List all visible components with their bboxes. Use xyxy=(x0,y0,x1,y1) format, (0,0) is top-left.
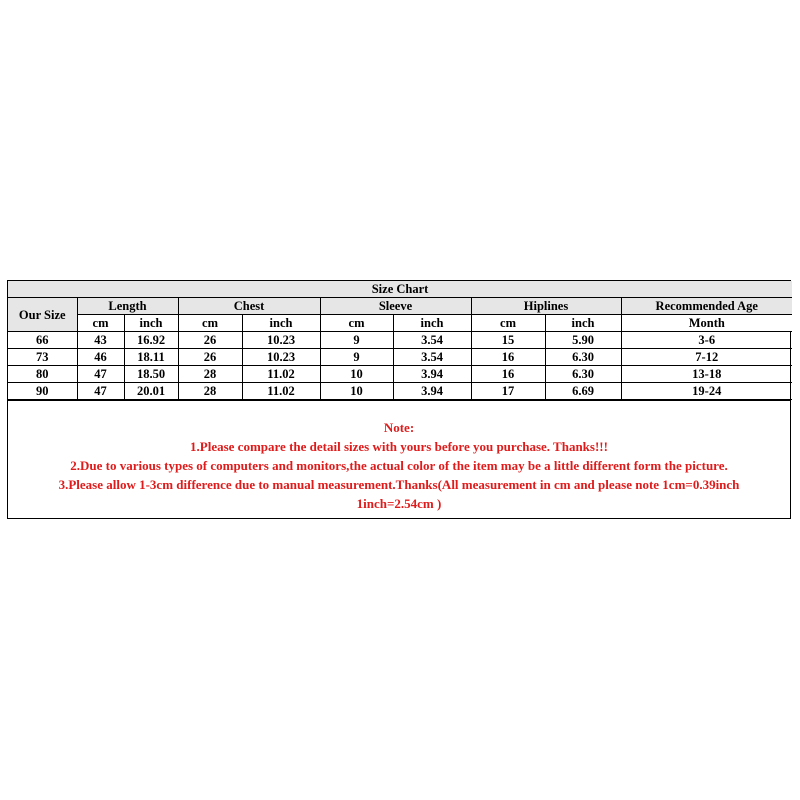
group-header-hiplines: Hiplines xyxy=(471,298,621,315)
table-cell: 6.30 xyxy=(545,349,621,366)
notes-box xyxy=(8,400,790,518)
unit-header: inch xyxy=(393,315,471,332)
table-cell: 9 xyxy=(320,332,393,349)
table-cell: 3.54 xyxy=(393,349,471,366)
title-row xyxy=(8,281,792,298)
table-cell: 26 xyxy=(178,349,242,366)
unit-header: inch xyxy=(545,315,621,332)
note-line-3-continued: 1inch=2.54cm ) xyxy=(356,496,442,511)
table-cell: 47 xyxy=(77,366,124,383)
table-cell: 5.90 xyxy=(545,332,621,349)
our-size-header: Our Size xyxy=(8,298,77,332)
table-cell: 28 xyxy=(178,383,242,400)
table-cell: 3-6 xyxy=(621,332,792,349)
unit-header: inch xyxy=(242,315,320,332)
table-cell: 10 xyxy=(320,383,393,400)
unit-header: cm xyxy=(471,315,545,332)
note-heading: Note: xyxy=(383,420,415,435)
table-cell: 73 xyxy=(8,349,77,366)
table-cell: 3.94 xyxy=(393,366,471,383)
size-chart-table xyxy=(8,281,792,400)
table-cell: 26 xyxy=(178,332,242,349)
group-header-length: Length xyxy=(77,298,178,315)
group-header-age: Recommended Age xyxy=(621,298,792,315)
unit-header: inch xyxy=(124,315,178,332)
table-row xyxy=(8,366,792,383)
table-cell: 46 xyxy=(77,349,124,366)
table-cell: 18.50 xyxy=(124,366,178,383)
table-cell: 19-24 xyxy=(621,383,792,400)
table-cell: 20.01 xyxy=(124,383,178,400)
table-row xyxy=(8,383,792,400)
table-cell: 6.30 xyxy=(545,366,621,383)
table-cell: 11.02 xyxy=(242,383,320,400)
note-line-3: 3.Please allow 1-3cm difference due to manual measurement.Thanks(All measurement in cm and please note 1cm=0.39inch xyxy=(58,477,740,492)
table-cell: 3.54 xyxy=(393,332,471,349)
table-cell: 6.69 xyxy=(545,383,621,400)
table-cell: 43 xyxy=(77,332,124,349)
unit-header: cm xyxy=(77,315,124,332)
table-cell: 3.94 xyxy=(393,383,471,400)
table-cell: 80 xyxy=(8,366,77,383)
table-cell: 16 xyxy=(471,366,545,383)
table-cell: 17 xyxy=(471,383,545,400)
unit-header: cm xyxy=(178,315,242,332)
table-cell: 28 xyxy=(178,366,242,383)
unit-header: Month xyxy=(621,315,792,332)
table-cell: 10 xyxy=(320,366,393,383)
table-cell: 11.02 xyxy=(242,366,320,383)
table-cell: 10.23 xyxy=(242,332,320,349)
group-header-chest: Chest xyxy=(178,298,320,315)
table-row xyxy=(8,332,792,349)
table-cell: 16 xyxy=(471,349,545,366)
table-cell: 18.11 xyxy=(124,349,178,366)
table-cell: 9 xyxy=(320,349,393,366)
note-line-2: 2.Due to various types of computers and monitors,the actual color of the item may be a little different form the picture. xyxy=(70,458,728,473)
table-cell: 90 xyxy=(8,383,77,400)
unit-header-row xyxy=(8,315,792,332)
size-chart xyxy=(7,280,791,519)
table-cell: 66 xyxy=(8,332,77,349)
table-cell: 10.23 xyxy=(242,349,320,366)
table-cell: 13-18 xyxy=(621,366,792,383)
table-row xyxy=(8,349,792,366)
chart-title: Size Chart xyxy=(8,281,792,298)
note-line-1: 1.Please compare the detail sizes with yours before you purchase. Thanks!!! xyxy=(190,439,608,454)
table-cell: 16.92 xyxy=(124,332,178,349)
group-header-row xyxy=(8,298,792,315)
unit-header: cm xyxy=(320,315,393,332)
group-header-sleeve: Sleeve xyxy=(320,298,471,315)
table-cell: 47 xyxy=(77,383,124,400)
table-cell: 7-12 xyxy=(621,349,792,366)
table-cell: 15 xyxy=(471,332,545,349)
